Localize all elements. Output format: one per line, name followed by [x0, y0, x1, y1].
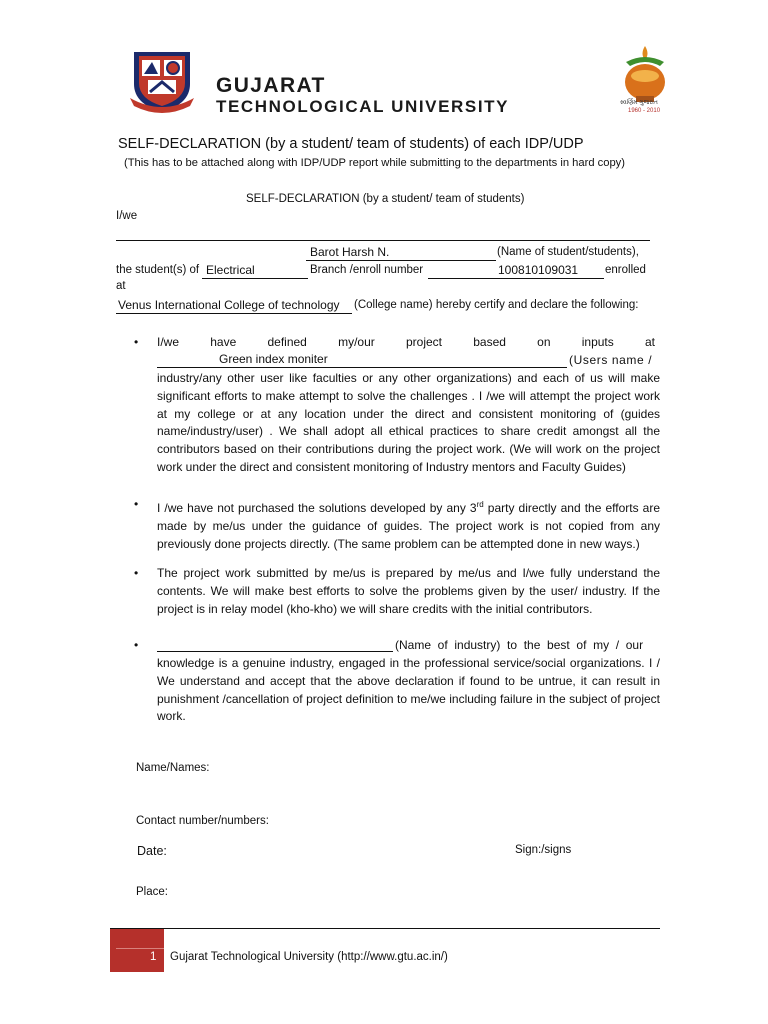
bullet3-text: The project work submitted by me/us is prepared by me/us and I/we fully understand the contents. We will make best efforts to solve the problems given by the user/ industry. If the project is in relay model (kho-kho) we will share credits with the initial contributors.	[157, 566, 660, 616]
students-of-label: the student(s) of	[116, 264, 200, 276]
bullet1-word: I/we	[157, 335, 180, 349]
at-label: at	[116, 280, 126, 292]
industry-field[interactable]	[157, 636, 393, 652]
college-value: Venus International College of technology	[118, 298, 340, 312]
date-field-label: Date:	[137, 844, 167, 858]
footer-divider	[110, 928, 660, 929]
page-number-inner-line	[116, 948, 164, 949]
university-name-line2: TECHNOLOGICAL UNIVERSITY	[216, 97, 510, 116]
jubilee-text: સ્વર્ણિમ ગુજરાત	[620, 100, 658, 106]
bullet2-text-a: I /we have not purchased the solutions developed by any 3	[157, 501, 477, 515]
bullet-4: •	[134, 638, 139, 652]
bullet-3: •	[134, 566, 139, 580]
section-heading: SELF-DECLARATION (by a student/ team of students)	[246, 193, 525, 205]
name-field-label: Name/Names:	[136, 762, 210, 774]
iwe-label: I/we	[116, 210, 138, 222]
bullet1-word: on	[537, 335, 551, 349]
bullet1-word: based	[473, 335, 506, 349]
bullet2-text-b: party directly and the efforts are made by me/us under the guidance of guides. The project work is not copied from any previously done projects directly. (The same problem can be attempted done in new ways.)	[157, 501, 660, 551]
enroll-value: 100810109031	[498, 263, 579, 277]
project-value: Green index moniter	[219, 352, 328, 366]
industry-label: (Name of industry) to the best of my / our	[395, 638, 644, 652]
bullet4-text: knowledge is a genuine industry, engaged in the professional service/social organizations. I / We understand and accept that the above declaration if found to be untrue, it can result in punishment /cancellation of project definition to me/we including failure in the subject of project work.	[157, 656, 660, 724]
bullet1-word: at	[644, 335, 655, 349]
bullet1-text: industry/any other user like faculties or any other organizations) and each of us will make significant efforts to make attempt to solve the challenges . I /we will attempt the project work at my college or at any location under the direct and consistent monitoring of (guides name/industry/user) . We shall adopt all ethical practices to share credit amongst all the contributors based on their contributions during the project work. (We will work on the project work under the direct and consistent monitoring of Industry mentors and Faculty Guides)	[157, 371, 660, 474]
college-label: (College name) hereby certify and declare the following:	[354, 299, 639, 311]
branch-field[interactable]	[202, 263, 308, 279]
footer-text: Gujarat Technological University (http://www.gtu.ac.in/)	[170, 951, 448, 963]
jubilee-years: 1960 - 2010	[628, 108, 661, 114]
enrolled-label: enrolled	[605, 264, 646, 276]
bullet1-word: defined	[267, 335, 307, 349]
gtu-logo	[128, 48, 196, 114]
bullet2-text	[157, 496, 660, 553]
branch-label: Branch /enroll number	[310, 264, 424, 276]
enroll-field[interactable]	[428, 263, 604, 279]
sign-field-label: Sign:/signs	[515, 844, 572, 856]
page-number: 1	[150, 951, 157, 963]
bullet2-sup: rd	[476, 500, 484, 509]
users-name-label: (Users name /	[569, 353, 653, 367]
bullet1-word: my/our	[338, 335, 375, 349]
bullet1-word: inputs	[581, 335, 614, 349]
blank-line	[116, 240, 650, 241]
bullet1-word: have	[210, 335, 237, 349]
student-name-label: (Name of student/students),	[497, 246, 639, 258]
university-name-line1: GUJARAT	[216, 74, 326, 97]
page-title: SELF-DECLARATION (by a student/ team of students) of each IDP/UDP	[118, 136, 584, 152]
bullet-2: •	[134, 497, 139, 511]
place-field-label: Place:	[136, 886, 168, 898]
project-field[interactable]	[157, 352, 567, 368]
bullet1-word: project	[405, 335, 443, 349]
branch-value: Electrical	[206, 263, 255, 277]
contact-field-label: Contact number/numbers:	[136, 815, 269, 827]
bullet-1: •	[134, 335, 139, 349]
student-name-field[interactable]	[306, 245, 496, 261]
bullet1-first-line	[157, 335, 655, 349]
page-number-box	[110, 929, 164, 972]
student-name-value: Barot Harsh N.	[310, 245, 390, 259]
page-subtitle: (This has to be attached along with IDP/UDP report while submitting to the departments in hard copy)	[124, 157, 626, 169]
college-field[interactable]	[116, 298, 352, 314]
